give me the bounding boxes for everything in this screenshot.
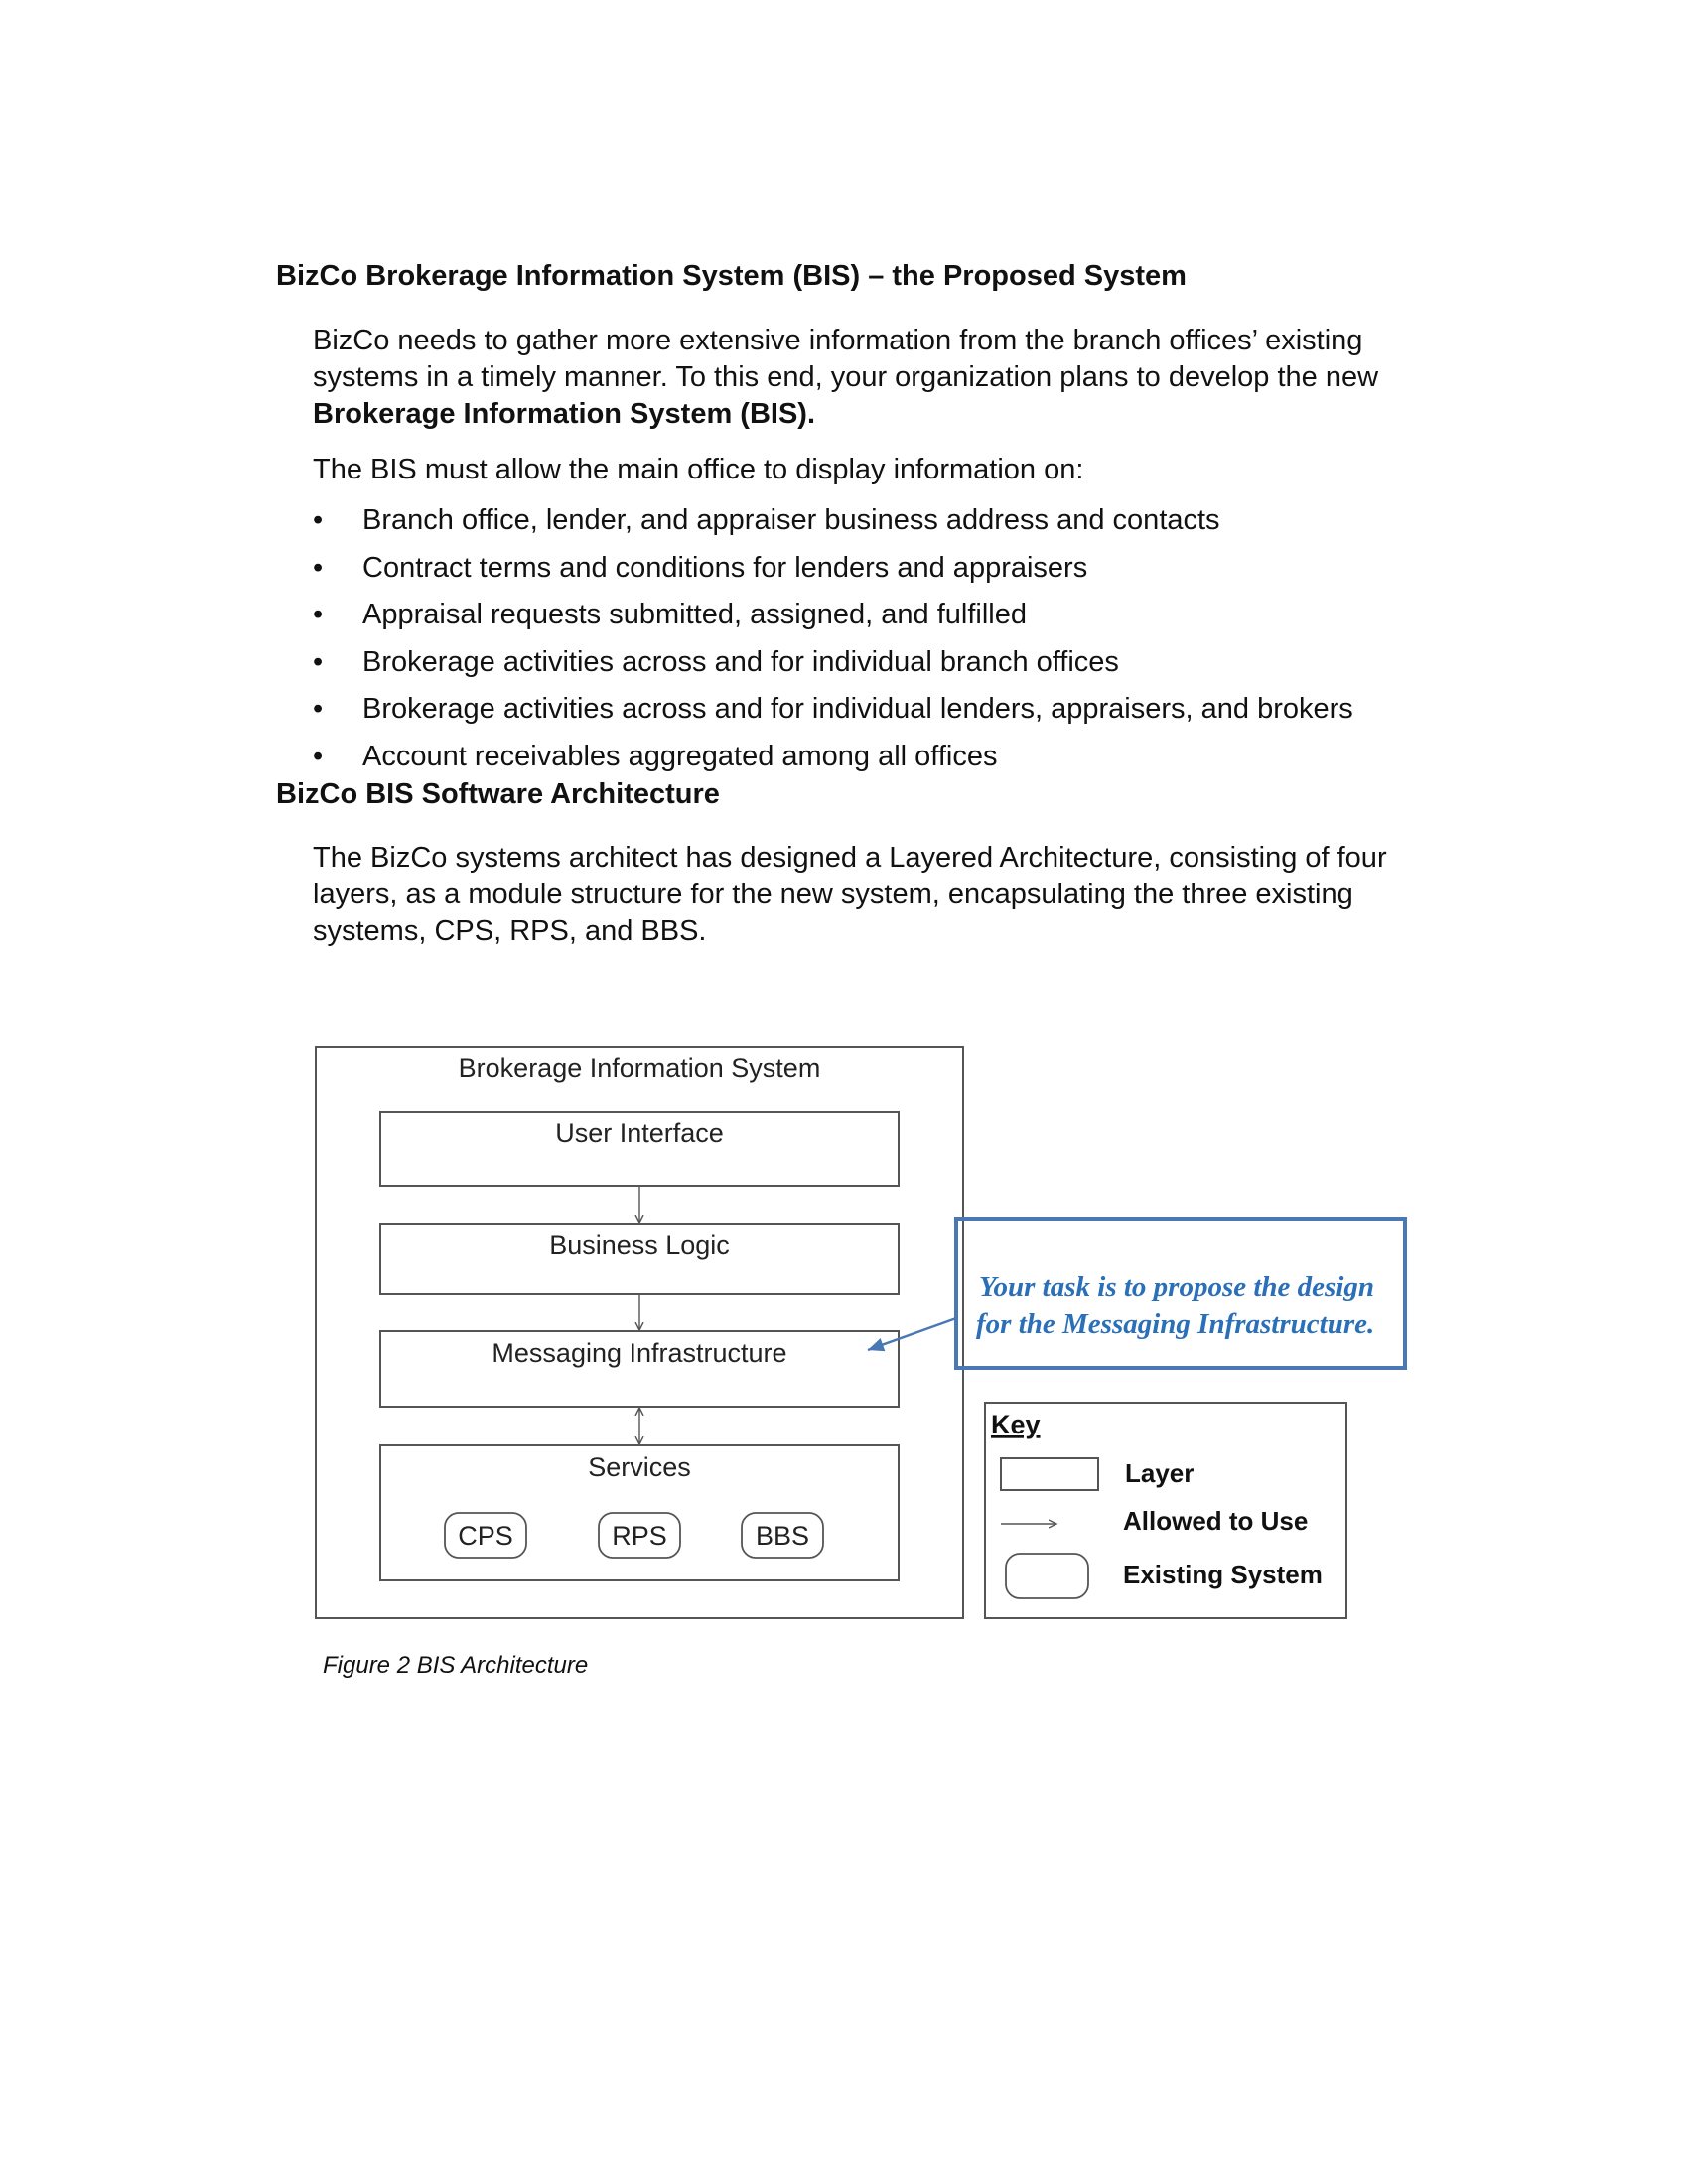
callout-line-1: Your task is to propose the design (979, 1271, 1374, 1302)
bullet-dot: • (313, 504, 324, 536)
intro-line-1: BizCo needs to gather more extensive information from the branch offices’ existing (313, 325, 1363, 356)
bis-bold-name: Brokerage Information System (BIS). (313, 398, 815, 430)
figure-caption: Figure 2 BIS Architecture (323, 1652, 589, 1679)
architecture-line-2: layers, as a module structure for the new system, encapsulating the three existing (313, 879, 1353, 910)
architecture-line-3: systems, CPS, RPS, and BBS. (313, 915, 707, 947)
layer-messaging-infrastructure-label: Messaging Infrastructure (492, 1338, 787, 1368)
bullet-text: Contract terms and conditions for lenders and appraisers (362, 552, 1088, 584)
section-heading-proposed-system: BizCo Brokerage Information System (BIS) – the Proposed System (276, 260, 1187, 292)
bullet-text: Branch office, lender, and appraiser business address and contacts (362, 504, 1220, 536)
bullet-text: Account receivables aggregated among all offices (362, 741, 998, 772)
display-intro: The BIS must allow the main office to display information on: (313, 454, 1084, 485)
bullet-text: Appraisal requests submitted, assigned, and fulfilled (362, 599, 1027, 630)
key-layer-swatch (1001, 1458, 1098, 1490)
bullet-dot: • (313, 599, 324, 630)
bullet-dot: • (313, 741, 324, 772)
key-existing-label: Existing System (1123, 1560, 1323, 1589)
callout-arrow (868, 1318, 956, 1350)
bullet-dot: • (313, 693, 324, 725)
callout-line-2: for the Messaging Infrastructure. (976, 1308, 1375, 1340)
key-allowed-label: Allowed to Use (1123, 1506, 1309, 1536)
bullet-text: Brokerage activities across and for individual branch offices (362, 646, 1119, 678)
bullet-dot: • (313, 552, 324, 584)
intro-line-2: systems in a timely manner. To this end, your organization plans to develop the new (313, 361, 1379, 393)
section-heading-architecture: BizCo BIS Software Architecture (276, 778, 720, 810)
layer-services-label: Services (588, 1452, 691, 1482)
existing-system-bbs-label: BBS (755, 1521, 810, 1551)
key-layer-label: Layer (1125, 1458, 1195, 1488)
existing-system-cps-label: CPS (458, 1521, 513, 1551)
bullet-dot: • (313, 646, 324, 678)
key-existing-swatch (1006, 1554, 1088, 1598)
existing-system-rps-label: RPS (612, 1521, 667, 1551)
layer-business-logic-label: Business Logic (549, 1230, 730, 1260)
key-title: Key (991, 1410, 1041, 1439)
outer-system-title: Brokerage Information System (458, 1053, 821, 1083)
bullet-text: Brokerage activities across and for individual lenders, appraisers, and brokers (362, 693, 1353, 725)
layer-user-interface-label: User Interface (555, 1118, 724, 1148)
architecture-line-1: The BizCo systems architect has designed a Layered Architecture, consisting of four (313, 842, 1387, 874)
